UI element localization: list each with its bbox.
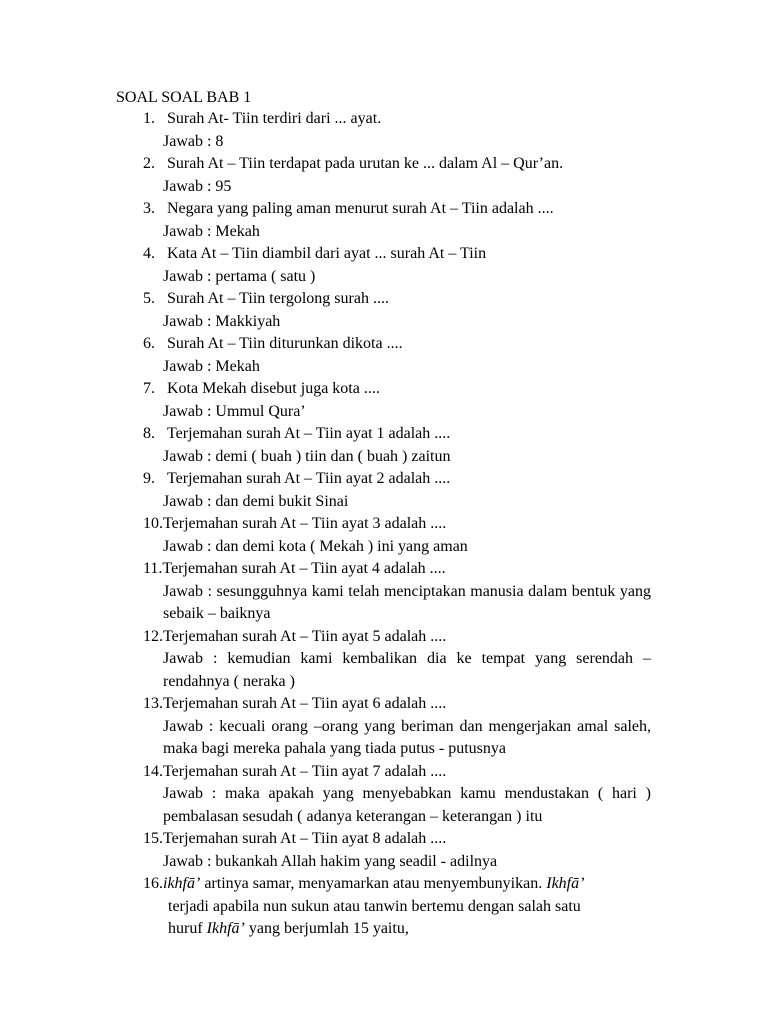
question-label: Terjemahan surah At – Tiin ayat 4 adalah .... — [162, 560, 446, 577]
question-text — [143, 288, 651, 311]
question-text — [143, 108, 651, 131]
list-item — [143, 153, 651, 198]
question-number: 8. — [143, 425, 155, 442]
list-item — [143, 378, 651, 423]
list-item — [143, 873, 651, 941]
answer-text: Jawab : kecuali orang –orang yang beriman dan mengerjakan amal saleh, maka bagi mereka pahala yang tiada putus - putusnya — [163, 717, 651, 757]
question-number: 6. — [143, 335, 155, 352]
question-label: Surah At – Tiin tergolong surah .... — [167, 290, 389, 307]
question-number: 1. — [143, 110, 155, 127]
answer-text: Jawab : bukankah Allah hakim yang seadil - adilnya — [163, 852, 498, 870]
question-text — [143, 761, 651, 784]
question-text — [143, 693, 651, 716]
question-number: 5. — [143, 290, 155, 307]
paragraph-line — [143, 873, 651, 896]
question-number: 10. — [143, 515, 163, 532]
question-number: 16. — [143, 875, 163, 892]
list-item — [143, 423, 651, 468]
question-label: Terjemahan surah At – Tiin ayat 7 adalah .... — [163, 762, 447, 780]
question-label: Surah At- Tiin terdiri dari ... ayat. — [167, 110, 382, 127]
paragraph-ikhfa — [143, 873, 651, 941]
list-item — [143, 108, 651, 153]
list-item — [143, 333, 651, 378]
question-label: Terjemahan surah At – Tiin ayat 3 adalah .... — [163, 515, 447, 532]
question-number: 15. — [143, 830, 163, 847]
question-text — [143, 828, 651, 851]
answer-text: Jawab : 95 — [163, 177, 232, 195]
paragraph-text: terjadi apabila nun sukun atau tanwin bertemu dengan salah satu — [168, 897, 581, 915]
question-label: Terjemahan surah At – Tiin ayat 5 adalah .... — [163, 627, 447, 645]
question-text — [143, 513, 651, 536]
answer-text: Jawab : sesungguhnya kami telah menciptakan manusia dalam bentuk yang sebaik – baiknya — [163, 582, 651, 622]
question-number: 13. — [143, 695, 163, 712]
paragraph-text: huruf — [168, 920, 207, 937]
answer-text: Jawab : Mekah — [163, 222, 260, 240]
question-text — [143, 378, 651, 401]
question-label: Kota Mekah disebut juga kota .... — [167, 380, 380, 397]
question-label: Negara yang paling aman menurut surah At – Tiin adalah .... — [167, 200, 554, 217]
answer-text: Jawab : dan demi kota ( Mekah ) ini yang aman — [163, 537, 468, 555]
answer-text: Jawab : Makkiyah — [163, 312, 281, 330]
question-list — [143, 108, 651, 941]
question-number: 9. — [143, 470, 155, 487]
term-ikhfa: Ikhfā’ — [206, 920, 245, 937]
question-number: 7. — [143, 380, 155, 397]
answer-text: Jawab : demi ( buah ) tiin dan ( buah ) zaitun — [163, 447, 451, 465]
answer-text: Jawab : 8 — [163, 132, 224, 150]
list-item — [143, 288, 651, 333]
question-text — [143, 243, 651, 266]
list-item — [143, 558, 651, 626]
question-number: 4. — [143, 245, 155, 262]
answer-text: Jawab : kemudian kami kembalikan dia ke tempat yang serendah – rendahnya ( neraka ) — [163, 650, 651, 690]
question-number: 11. — [143, 560, 163, 577]
question-number: 3. — [143, 200, 155, 217]
answer-text: Jawab : Mekah — [163, 357, 260, 375]
answer-text: Jawab : dan demi bukit Sinai — [163, 492, 349, 510]
list-item — [143, 761, 651, 829]
term-ikhfa: Ikhfā’ — [546, 875, 585, 892]
paragraph-text: yang berjumlah 15 yaitu, — [244, 920, 409, 937]
question-text — [143, 626, 651, 649]
question-text — [143, 198, 651, 221]
question-label: Surah At – Tiin terdapat pada urutan ke ... dalam Al – Qur’an. — [167, 155, 564, 172]
question-number: 14. — [143, 762, 163, 780]
question-text — [143, 333, 651, 356]
question-number: 12. — [143, 627, 163, 645]
page-title: SOAL SOAL BAB 1 — [116, 89, 252, 106]
list-item — [143, 626, 651, 694]
answer-text: Jawab : pertama ( satu ) — [163, 267, 316, 285]
question-label: Terjemahan surah At – Tiin ayat 2 adalah .... — [167, 470, 451, 487]
list-item — [143, 468, 651, 513]
list-item — [143, 828, 651, 873]
question-label: Kata At – Tiin diambil dari ayat ... surah At – Tiin — [167, 245, 487, 262]
question-text — [143, 423, 651, 446]
question-text — [143, 153, 651, 176]
question-label: Terjemahan surah At – Tiin ayat 1 adalah .... — [167, 425, 451, 442]
answer-text: Jawab : maka apakah yang menyebabkan kamu mendustakan ( hari ) pembalasan sesudah ( adanya keterangan – keterangan ) itu — [163, 785, 651, 825]
paragraph-line — [168, 918, 651, 941]
question-number: 2. — [143, 155, 155, 172]
term-ikhfa: ikhfā’ — [163, 875, 201, 892]
list-item — [143, 198, 651, 243]
question-label: Surah At – Tiin diturunkan dikota .... — [167, 335, 403, 352]
question-label: Terjemahan surah At – Tiin ayat 6 adalah .... — [163, 695, 447, 712]
list-item — [143, 243, 651, 288]
list-item — [143, 513, 651, 558]
question-text — [143, 468, 651, 491]
list-item — [143, 693, 651, 761]
paragraph-text: artinya samar, menyamarkan atau menyembunyikan. — [200, 875, 547, 892]
answer-text: Jawab : Ummul Qura’ — [163, 402, 306, 420]
question-label: Terjemahan surah At – Tiin ayat 8 adalah .... — [163, 830, 447, 847]
question-text — [143, 558, 651, 581]
